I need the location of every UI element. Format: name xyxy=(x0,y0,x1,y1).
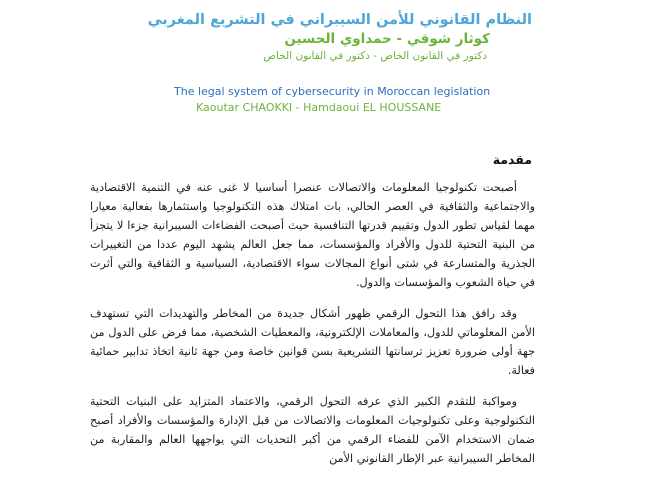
arabic-title: النظام القانوني للأمن السيبراني في التشريع المغربي xyxy=(147,12,532,28)
document-header xyxy=(0,10,650,116)
paragraph: وقد رافق هذا التحول الرقمي ظهور أشكال جديدة من المخاطر والتهديدات التي تستهدف الأمن المعلوماتي للدول، والمعاملات الإلكترونية، والمعطيات الشخصية، مما فرض على الدول من جهة أولى ضرورة تعزيز ترسانتها التشريعية بسن قوانين خاصة ومن جهة ثانية اتخاذ تدابير حمائية فعالة. xyxy=(90,307,535,377)
paragraph: أصبحت تكنولوجيا المعلومات والاتصالات عنصرا أساسيا لا غنى عنه في التنمية الاقتصادية والاجتماعية والثقافية في العصر الحالي، بات امتلاك هذه التكنولوجيا واستثمارها بفعالية معيارا مهما لقياس تطور الدول وتقييم قدرتها التنافسية حيث أصبحت الفضاءات السيبرانية جزءا لا يتجزأ من البنية التحتية للدول والأفراد والمؤسسات، مما جعل العالم يشهد اليوم عددا من التغييرات الجذرية والمتسارعة في شتى أنواع المجالات سواء الاقتصادية، السياسية و الثقافية والتي أثرت في حياة الشعوب والمؤسسات والدول. xyxy=(90,181,535,289)
section-heading: مقدمة xyxy=(492,152,532,167)
english-authors: Kaoutar CHAOKKI - Hamdaoui EL HOUSSANE xyxy=(196,101,442,114)
arabic-authors: كوثار شوقي - حمداوي الحسين xyxy=(284,31,490,47)
english-title: The legal system of cybersecurity in Moroccan legislation xyxy=(174,85,491,98)
paragraph: ومواكبة للتقدم الكبير الذي عرفه التحول الرقمي، والاعتماد المتزايد على البنيات التحتية التكنولوجية وعلى تكنولوجيات المعلومات والاتصالات من قبل الإدارة والمؤسسات والأفراد أصبح ضمان الاستخدام الآمن للفضاء الرقمي من أكبر التحديات التي يواجهها العالم والمقاربة من المخاطر السيبرانية عبر الإطار القانوني الأمن xyxy=(90,395,535,465)
body-text xyxy=(90,178,535,480)
arabic-affiliation: دكتور في القانون الخاص - دكتور في القانون الخاص xyxy=(263,50,487,62)
